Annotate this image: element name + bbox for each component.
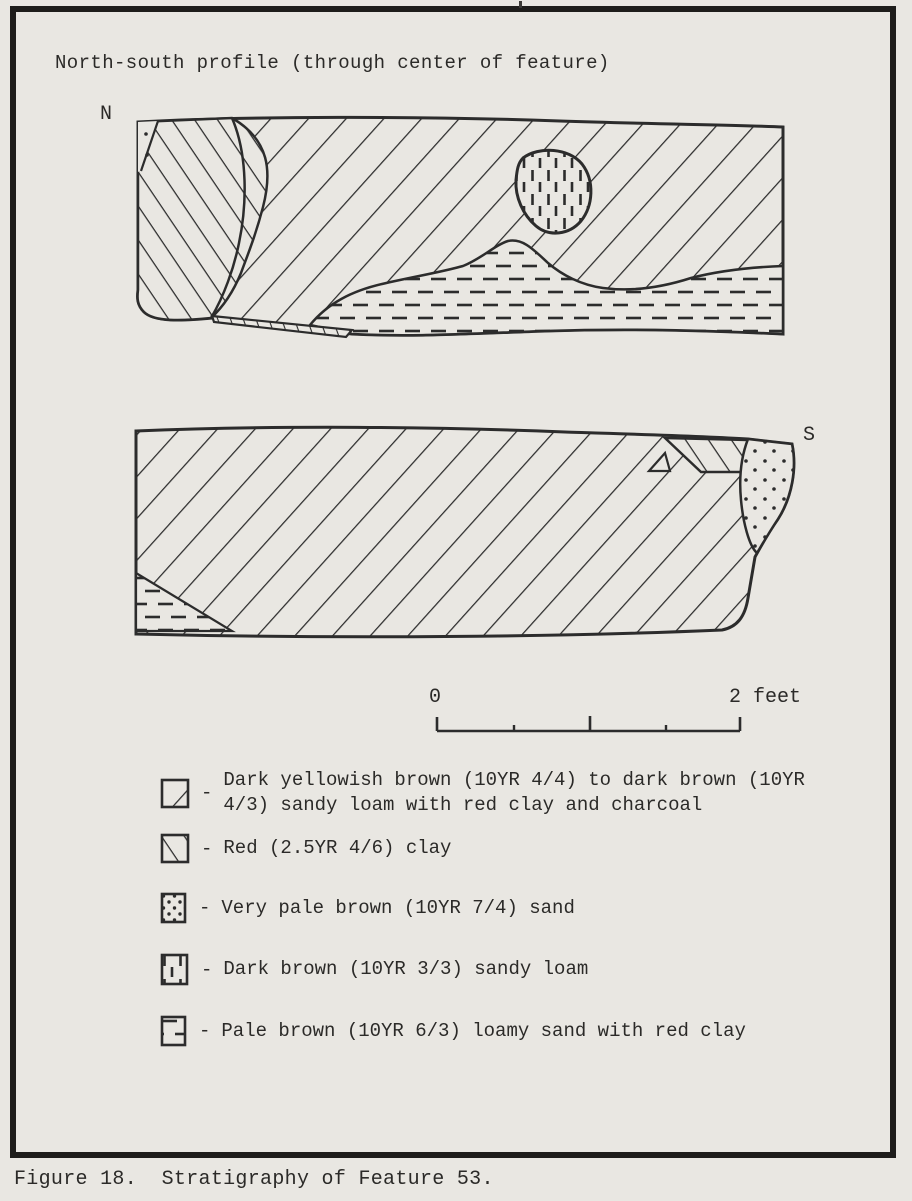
- legend-item: [160, 953, 855, 986]
- figure-title: North-south profile (through center of feature): [55, 52, 610, 74]
- legend-separator: -: [201, 958, 213, 981]
- figure-caption: Figure 18. Stratigraphy of Feature 53.: [14, 1168, 494, 1191]
- horizontal-dash-swatch-icon: [160, 1015, 188, 1047]
- forward-hatch-swatch-icon: [160, 778, 190, 809]
- legend-label: Dark yellowish brown (10YR 4/4) to dark brown (10YR 4/3) sandy loam with red clay and charcoal: [223, 769, 805, 816]
- legend-label: Dark brown (10YR 3/3) sandy loam: [223, 958, 589, 980]
- legend-item: [160, 892, 853, 924]
- sand-strip-dot: [144, 132, 148, 136]
- scale-end-label: 2 feet: [729, 686, 802, 709]
- legend-item: [160, 833, 855, 864]
- legend-label: Very pale brown (10YR 7/4) sand: [221, 896, 575, 919]
- back-hatch-swatch-icon: [160, 833, 190, 864]
- legend-item: [160, 1015, 853, 1047]
- sand-strip-dot: [145, 153, 149, 157]
- legend-separator: -: [199, 897, 211, 919]
- south-label: S: [803, 424, 816, 447]
- legend-label: Pale brown (10YR 6/3) loamy sand with red clay: [221, 1019, 746, 1042]
- dotted-swatch-icon: [160, 892, 188, 924]
- vertical-dash-swatch-icon: [160, 953, 190, 986]
- legend-separator: -: [199, 1020, 211, 1042]
- south-profile-sand-pocket: [740, 439, 794, 553]
- legend-label: Red (2.5YR 4/6) clay: [223, 837, 452, 859]
- north-profile-drawing: [138, 117, 783, 337]
- legend-item: [160, 768, 855, 818]
- north-label: N: [100, 103, 113, 126]
- legend-separator: -: [201, 837, 213, 860]
- scale-start-label: 0: [429, 686, 442, 709]
- south-profile-drawing: [136, 427, 794, 636]
- legend-separator: -: [201, 782, 213, 804]
- scale-bar: [437, 716, 740, 731]
